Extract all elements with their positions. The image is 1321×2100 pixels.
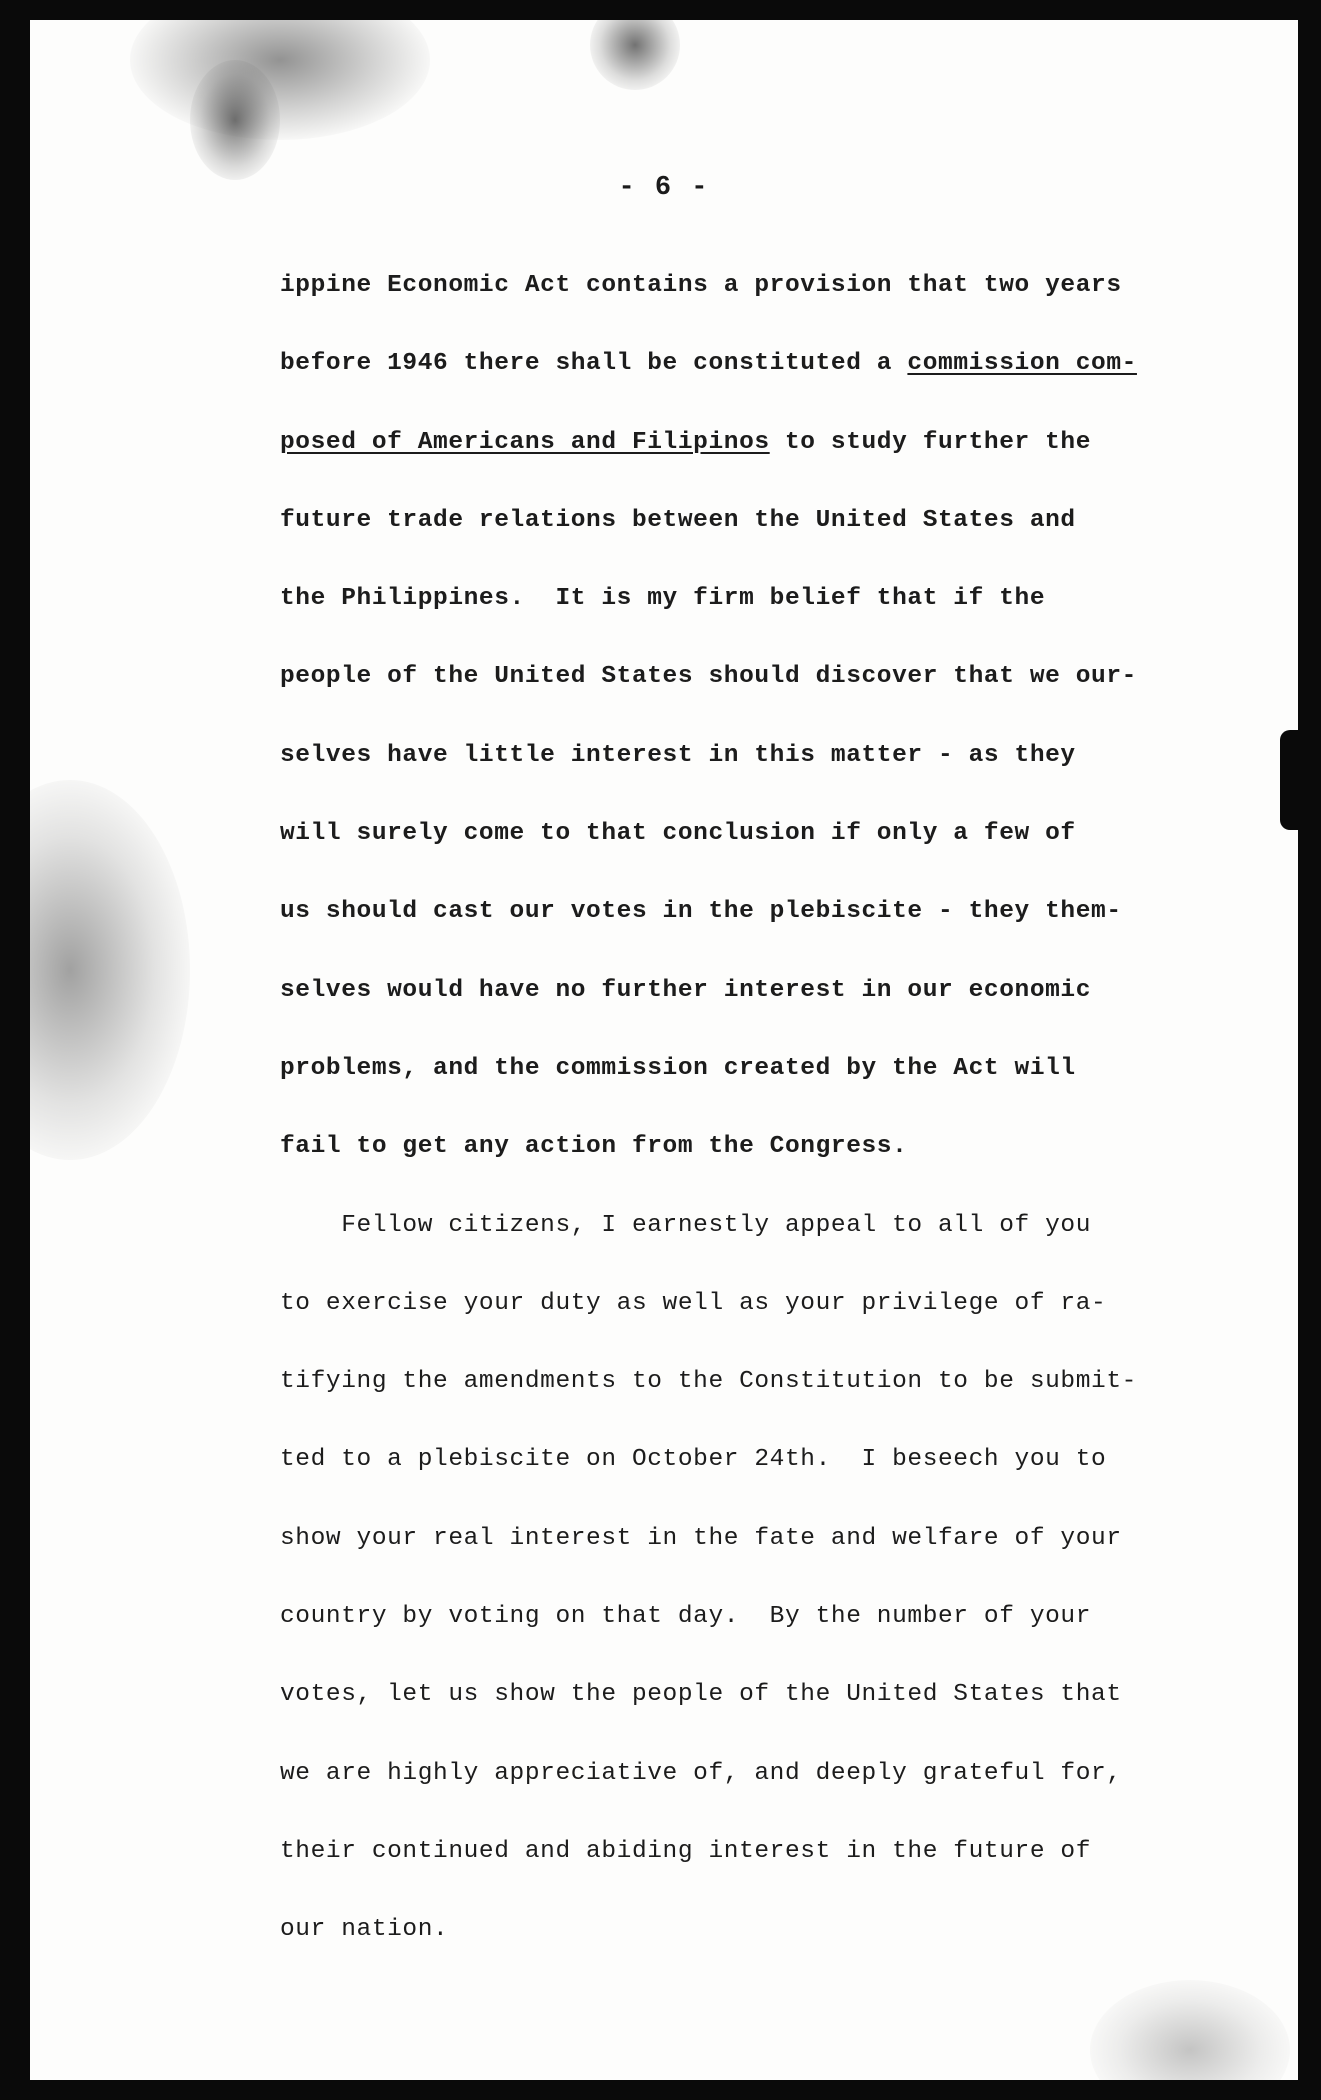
text-line: [280, 1578, 1280, 1656]
text-line: [280, 404, 1280, 482]
ink-smudge: [190, 60, 280, 180]
text-line: [280, 247, 1280, 325]
ink-smudge: [30, 780, 190, 1160]
text-segment: selves would have no further interest in our economic: [280, 976, 1092, 1004]
text-line: [280, 873, 1280, 951]
text-line: [280, 1265, 1280, 1343]
text-segment: before 1946 there shall be constituted a: [280, 350, 908, 378]
text-line: [280, 1343, 1280, 1421]
text-segment: our nation.: [280, 1916, 449, 1944]
underlined-text: commission com-: [907, 350, 1137, 378]
text-segment: us should cast our votes in the plebiscite - they them-: [280, 898, 1122, 926]
text-line: [280, 952, 1280, 1030]
text-line: [280, 560, 1280, 638]
page-number: - 6 -: [618, 173, 710, 203]
text-line: [280, 1735, 1280, 1813]
text-segment: their continued and abiding interest in the future of: [280, 1837, 1092, 1865]
text-segment: fail to get any action from the Congress.: [280, 1133, 908, 1161]
text-line: [280, 325, 1280, 403]
text-segment: Fellow citizens, I earnestly appeal to all of you: [280, 1211, 1092, 1239]
text-line: [280, 638, 1280, 716]
text-line: [280, 1813, 1280, 1891]
text-segment: show your real interest in the fate and welfare of your: [280, 1524, 1122, 1552]
text-line: [280, 1421, 1280, 1499]
text-segment: selves have little interest in this matter - as they: [280, 741, 1076, 769]
text-line: [280, 1500, 1280, 1578]
ink-smudge: [1090, 1980, 1290, 2080]
text-line: [280, 1108, 1280, 1186]
text-line: [280, 1030, 1280, 1108]
page-edge-tear: [1280, 730, 1298, 830]
text-line: [280, 482, 1280, 560]
text-segment: problems, and the commission created by the Act will: [280, 1054, 1076, 1082]
underlined-text: posed of Americans and Filipinos: [280, 428, 770, 456]
text-segment: the Philippines. It is my firm belief that if the: [280, 585, 1046, 613]
document-page: [30, 20, 1298, 2080]
text-line: [280, 1187, 1280, 1265]
text-segment: ippine Economic Act contains a provision that two years: [280, 272, 1122, 299]
text-segment: tifying the amendments to the Constitution to be submit-: [280, 1368, 1137, 1396]
ink-smudge: [590, 20, 680, 90]
text-segment: people of the United States should discover that we our-: [280, 663, 1137, 691]
text-line: [280, 717, 1280, 795]
text-segment: future trade relations between the United States and: [280, 506, 1076, 534]
text-segment: votes, let us show the people of the United States that: [280, 1681, 1122, 1709]
text-segment: to exercise your duty as well as your privilege of ra-: [280, 1289, 1107, 1317]
text-line: [280, 1891, 1280, 1969]
text-line: [280, 795, 1280, 873]
ink-smudge: [130, 20, 430, 140]
text-segment: to study further the: [769, 428, 1092, 456]
body-text: [280, 247, 1280, 1970]
text-segment: we are highly appreciative of, and deeply grateful for,: [280, 1759, 1122, 1787]
text-segment: ted to a plebiscite on October 24th. I beseech you to: [280, 1446, 1107, 1474]
text-line: [280, 1656, 1280, 1734]
text-segment: will surely come to that conclusion if only a few of: [280, 820, 1076, 848]
text-segment: country by voting on that day. By the number of your: [280, 1603, 1092, 1631]
